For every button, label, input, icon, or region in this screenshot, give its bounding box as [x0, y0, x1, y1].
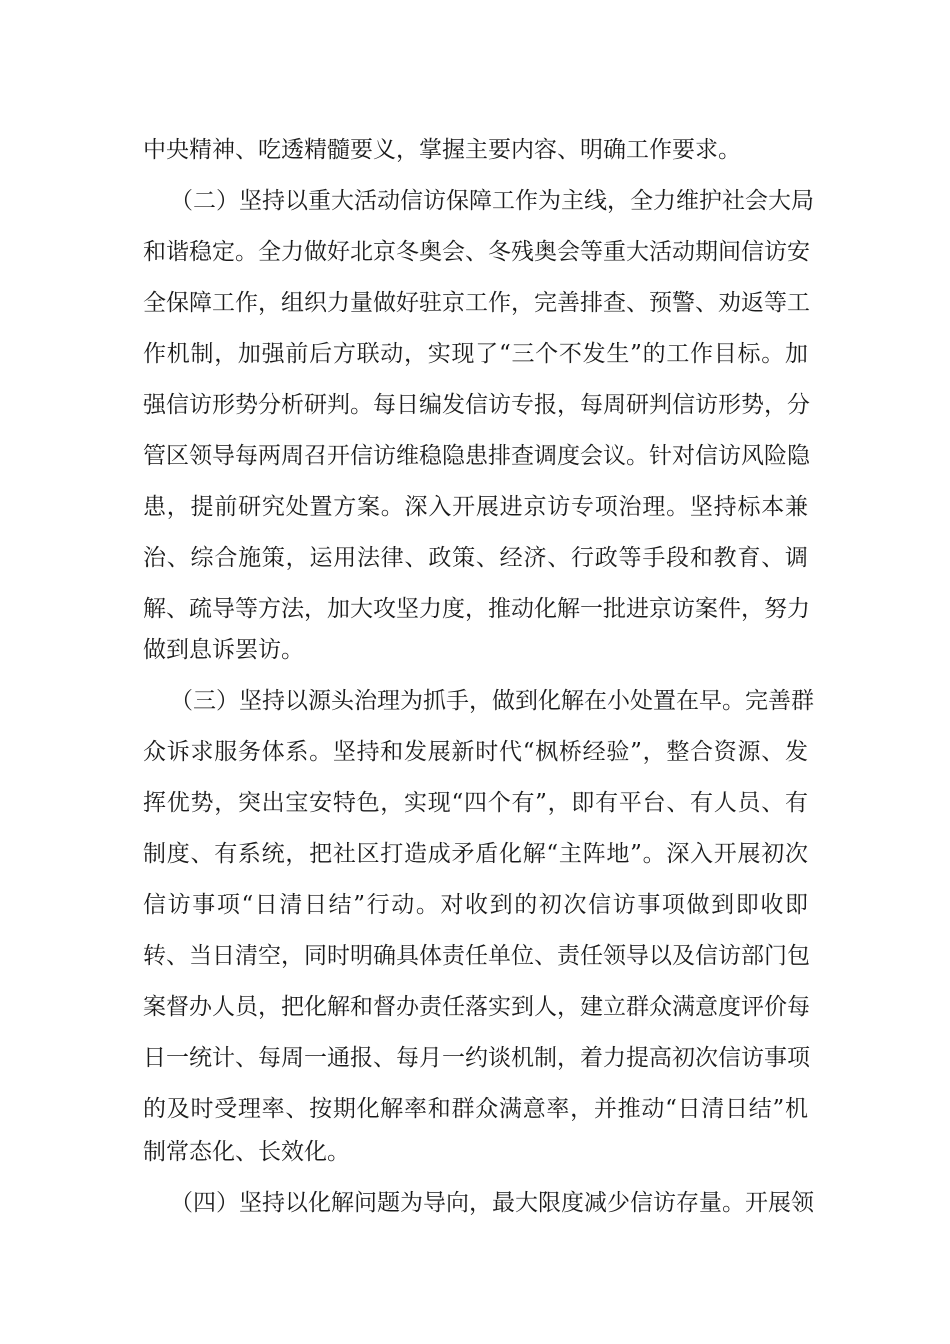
text-line: 制度、有系统，把社区打造成矛盾化解“主阵地”。深入开展初次 — [143, 841, 808, 867]
text-line: 治、综合施策，运用法律、政策、经济、行政等手段和教育、调 — [143, 545, 808, 571]
text-line: 案督办人员，把化解和督办责任落实到人，建立群众满意度评价每 — [143, 994, 810, 1020]
text-line: 作机制，加强前后方联动，实现了“三个不发生”的工作目标。加 — [143, 341, 808, 367]
text-line: 众诉求服务体系。坚持和发展新时代“枫桥经验”，整合资源、发 — [143, 739, 808, 765]
text-line: 日一统计、每周一通报、每月一约谈机制，着力提高初次信访事项 — [143, 1045, 810, 1071]
text-line: 的及时受理率、按期化解率和群众满意率，并推动“日清日结”机 — [143, 1096, 808, 1122]
text-line: 和谐稳定。全力做好北京冬奥会、冬残奥会等重大活动期间信访安 — [143, 239, 810, 265]
text-line: 中央精神、吃透精髓要义，掌握主要内容、明确工作要求。 — [143, 137, 741, 163]
text-line: 转、当日清空，同时明确具体责任单位、责任领导以及信访部门包 — [143, 943, 810, 969]
text-line: 做到息诉罢访。 — [143, 637, 304, 663]
text-line: 全保障工作，组织力量做好驻京工作，完善排查、预警、劝返等工 — [143, 290, 810, 316]
text-line: 患，提前研究处置方案。深入开展进京访专项治理。坚持标本兼 — [143, 494, 808, 520]
text-line: 制常态化、长效化。 — [143, 1139, 350, 1165]
text-line: （二）坚持以重大活动信访保障工作为主线，全力维护社会大局 — [170, 188, 814, 214]
text-line: （四）坚持以化解问题为导向，最大限度减少信访存量。开展领 — [170, 1190, 814, 1216]
text-line: 挥优势，突出宝安特色，实现“四个有”，即有平台、有人员、有 — [143, 790, 808, 816]
text-line: （三）坚持以源头治理为抓手，做到化解在小处置在早。完善群 — [170, 688, 814, 714]
text-line: 解、疏导等方法，加大攻坚力度，推动化解一批进京访案件，努力 — [143, 596, 810, 622]
text-line: 管区领导每两周召开信访维稳隐患排查调度会议。针对信访风险隐 — [143, 443, 810, 469]
text-line: 强信访形势分析研判。每日编发信访专报，每周研判信访形势，分 — [143, 392, 810, 418]
text-line: 信访事项“日清日结”行动。对收到的初次信访事项做到即收即 — [143, 892, 808, 918]
